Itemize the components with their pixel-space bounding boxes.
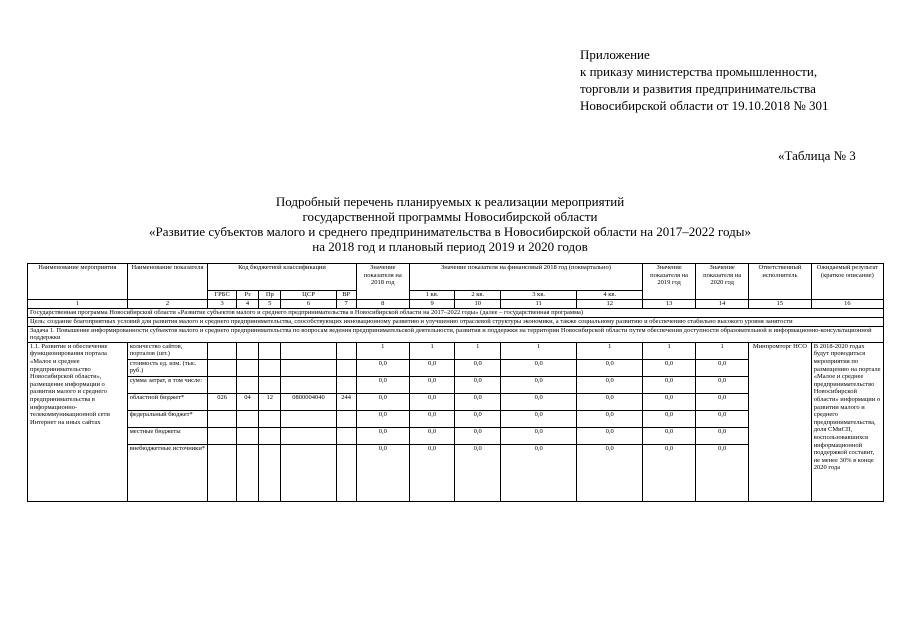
q1-cell: 0,0 — [409, 393, 455, 410]
indicator-cell: областной бюджет* — [127, 393, 208, 410]
column-number: 10 — [455, 299, 501, 308]
program-row — [28, 308, 884, 317]
q4-cell: 0,0 — [577, 393, 643, 410]
grbs-cell — [208, 427, 237, 444]
csr-cell — [281, 342, 336, 359]
q2-cell: 0,0 — [455, 376, 501, 393]
column-number: 1 — [28, 299, 128, 308]
appendix-line: Новосибирской области от 19.10.2018 № 301 — [580, 98, 829, 113]
appendix-line: к приказу министерства промышленности, — [580, 64, 818, 79]
column-number: 3 — [208, 299, 237, 308]
q1-cell: 0,0 — [409, 359, 455, 376]
indicator-cell: сумма затрат, в том числе: — [127, 376, 208, 393]
appendix-header — [580, 46, 829, 114]
header-q4: 4 кв. — [577, 291, 643, 300]
value-2020-cell: 0,0 — [696, 444, 749, 501]
column-number: 16 — [811, 299, 883, 308]
vr-cell — [336, 359, 356, 376]
header-value-2019: Значение показателя на 2019 год — [643, 264, 696, 300]
vr-cell — [336, 444, 356, 501]
title-line: государственной программы Новосибирской области — [302, 209, 598, 224]
grbs-cell — [208, 410, 237, 427]
csr-cell — [281, 376, 336, 393]
value-2019-cell: 0,0 — [643, 444, 696, 501]
header-pr: Пр — [259, 291, 281, 300]
title-line: Подробный перечень планируемых к реализации мероприятий — [275, 194, 625, 209]
document-title — [100, 194, 800, 254]
grbs-cell — [208, 342, 237, 359]
q1-cell: 0,0 — [409, 427, 455, 444]
header-result: Ожидаемый результат (краткое описание) — [811, 264, 883, 300]
q3-cell: 0,0 — [500, 393, 576, 410]
q3-cell: 0,0 — [500, 427, 576, 444]
indicator-cell: федеральный бюджет* — [127, 410, 208, 427]
csr-cell — [281, 410, 336, 427]
column-number: 12 — [577, 299, 643, 308]
header-budget-code: Код бюджетной классификации — [208, 264, 357, 291]
pr-cell — [259, 427, 281, 444]
value-2019-cell: 0,0 — [643, 376, 696, 393]
q4-cell: 0,0 — [577, 376, 643, 393]
header-q1: 1 кв. — [409, 291, 455, 300]
column-number-row — [28, 299, 884, 308]
q1-cell: 0,0 — [409, 444, 455, 501]
event-name-cell: 1.1. Развитие и обеспечение функционирования портала «Малое и среднее предпринимательство Новосибирской области», размещение информации о развитии малого и среднего предпринимательства в информационно-телекоммуникационной сети Интернет на иных сайтах — [28, 342, 128, 501]
q3-cell: 0,0 — [500, 410, 576, 427]
header-quarterly: Значение показателя на финансовый 2018 год (поквартально) — [409, 264, 642, 291]
column-number: 9 — [409, 299, 455, 308]
column-number: 7 — [336, 299, 356, 308]
value-2019-cell: 0,0 — [643, 359, 696, 376]
rz-cell — [236, 427, 258, 444]
pr-cell — [259, 359, 281, 376]
program-row-text: Государственная программа Новосибирской области «Развитие субъектов малого и среднего предпринимательства в Новосибирской области на 2017–2022 годы» (далее – государственная программа) — [28, 308, 884, 317]
vr-cell: 244 — [336, 393, 356, 410]
vr-cell — [336, 376, 356, 393]
q2-cell: 0,0 — [455, 444, 501, 501]
rz-cell — [236, 342, 258, 359]
vr-cell — [336, 427, 356, 444]
vr-cell — [336, 410, 356, 427]
result-cell: В 2018-2020 годах будут проводиться мероприятия по размещению на портале «Малое и среднее предпринимательство Новосибирской области» информации о развитии малого и среднего предпринимательства, доля СМиСП, воспользовавшихся информационной поддержкой составит, не менее 30% в конце 2020 года — [811, 342, 883, 501]
value-2018-cell: 0,0 — [356, 376, 409, 393]
pr-cell — [259, 376, 281, 393]
rz-cell — [236, 359, 258, 376]
csr-cell — [281, 359, 336, 376]
q3-cell: 0,0 — [500, 376, 576, 393]
value-2020-cell: 0,0 — [696, 376, 749, 393]
pr-cell — [259, 444, 281, 501]
grbs-cell — [208, 376, 237, 393]
header-event-name: Наименование мероприятия — [28, 264, 128, 300]
header-q2: 2 кв. — [455, 291, 501, 300]
csr-cell: 0800004040 — [281, 393, 336, 410]
q1-cell: 0,0 — [409, 410, 455, 427]
value-2019-cell: 0,0 — [643, 393, 696, 410]
q2-cell: 0,0 — [455, 359, 501, 376]
column-number: 5 — [259, 299, 281, 308]
pr-cell: 12 — [259, 393, 281, 410]
q2-cell: 0,0 — [455, 427, 501, 444]
q3-cell: 0,0 — [500, 444, 576, 501]
value-2020-cell: 0,0 — [696, 359, 749, 376]
value-2020-cell: 1 — [696, 342, 749, 359]
csr-cell — [281, 444, 336, 501]
column-number: 13 — [643, 299, 696, 308]
value-2019-cell: 0,0 — [643, 410, 696, 427]
value-2018-cell: 0,0 — [356, 359, 409, 376]
value-2018-cell: 0,0 — [356, 393, 409, 410]
q4-cell: 0,0 — [577, 427, 643, 444]
q2-cell: 0,0 — [455, 393, 501, 410]
value-2019-cell: 1 — [643, 342, 696, 359]
column-number: 15 — [749, 299, 812, 308]
csr-cell — [281, 427, 336, 444]
task-row — [28, 326, 884, 342]
pr-cell — [259, 342, 281, 359]
column-number: 4 — [236, 299, 258, 308]
value-2020-cell: 0,0 — [696, 427, 749, 444]
indicator-cell: внебюджетные источники* — [127, 444, 208, 501]
vr-cell — [336, 342, 356, 359]
task-row-text: Задача 1. Повышение информированности субъектов малого и среднего предпринимательства по вопросам ведения предпринимательской деятельности, развития и поддержки на территории Новосибирской области путем обеспечения доступности образовательной и информационно-консультационной поддержки — [28, 326, 884, 342]
value-2018-cell: 0,0 — [356, 410, 409, 427]
title-line: «Развитие субъектов малого и среднего предпринимательства в Новосибирской области на 2017–2022 годы» — [149, 224, 751, 239]
grbs-cell: 026 — [208, 393, 237, 410]
q4-cell: 0,0 — [577, 410, 643, 427]
q3-cell: 0,0 — [500, 359, 576, 376]
indicator-cell: стоимость ед. изм. (тыс. руб.) — [127, 359, 208, 376]
header-grbs: ГРБС — [208, 291, 237, 300]
rz-cell — [236, 376, 258, 393]
header-csr: ЦСР — [281, 291, 336, 300]
appendix-line: Приложение — [580, 47, 650, 62]
header-value-2018: Значение показателя на 2018 год — [356, 264, 409, 300]
q2-cell: 1 — [455, 342, 501, 359]
goal-row-text: Цель: создание благоприятных условий для развития малого и среднего предпринимательства, способствующих инновационному развитию и улучшению отраслевой структуры экономики, а также социальному развитию и обеспечению стабильно высокого уровня занятости — [28, 317, 884, 326]
rz-cell: 04 — [236, 393, 258, 410]
appendix-line: торговли и развития предпринимательства — [580, 81, 816, 96]
rz-cell — [236, 410, 258, 427]
header-executor: Ответственный исполнитель — [749, 264, 812, 300]
header-q3: 3 кв. — [500, 291, 576, 300]
table-label: «Таблица № 3 — [778, 148, 856, 163]
rz-cell — [236, 444, 258, 501]
column-number: 2 — [127, 299, 208, 308]
value-2018-cell: 0,0 — [356, 427, 409, 444]
grbs-cell — [208, 444, 237, 501]
header-rz: Рз — [236, 291, 258, 300]
header-row — [28, 264, 884, 291]
header-vr: ВР — [336, 291, 356, 300]
q3-cell: 1 — [500, 342, 576, 359]
q4-cell: 0,0 — [577, 359, 643, 376]
header-indicator-name: Наименование показателя — [127, 264, 208, 300]
q4-cell: 1 — [577, 342, 643, 359]
value-2018-cell: 0,0 — [356, 444, 409, 501]
table-row — [28, 342, 884, 359]
title-line: на 2018 год и плановый период 2019 и 2020 годов — [312, 239, 588, 254]
q4-cell: 0,0 — [577, 444, 643, 501]
column-number: 11 — [500, 299, 576, 308]
events-table — [27, 263, 884, 502]
value-2018-cell: 1 — [356, 342, 409, 359]
column-number: 8 — [356, 299, 409, 308]
value-2020-cell: 0,0 — [696, 410, 749, 427]
column-number: 14 — [696, 299, 749, 308]
q1-cell: 1 — [409, 342, 455, 359]
goal-row — [28, 317, 884, 326]
header-value-2020: Значение показателя на 2020 год — [696, 264, 749, 300]
executor-cell: Минпромторг НСО — [749, 342, 812, 501]
value-2019-cell: 0,0 — [643, 427, 696, 444]
value-2020-cell: 0,0 — [696, 393, 749, 410]
indicator-cell: количество сайтов, порталов (шт.) — [127, 342, 208, 359]
grbs-cell — [208, 359, 237, 376]
pr-cell — [259, 410, 281, 427]
q2-cell: 0,0 — [455, 410, 501, 427]
indicator-cell: местные бюджеты — [127, 427, 208, 444]
q1-cell: 0,0 — [409, 376, 455, 393]
column-number: 6 — [281, 299, 336, 308]
